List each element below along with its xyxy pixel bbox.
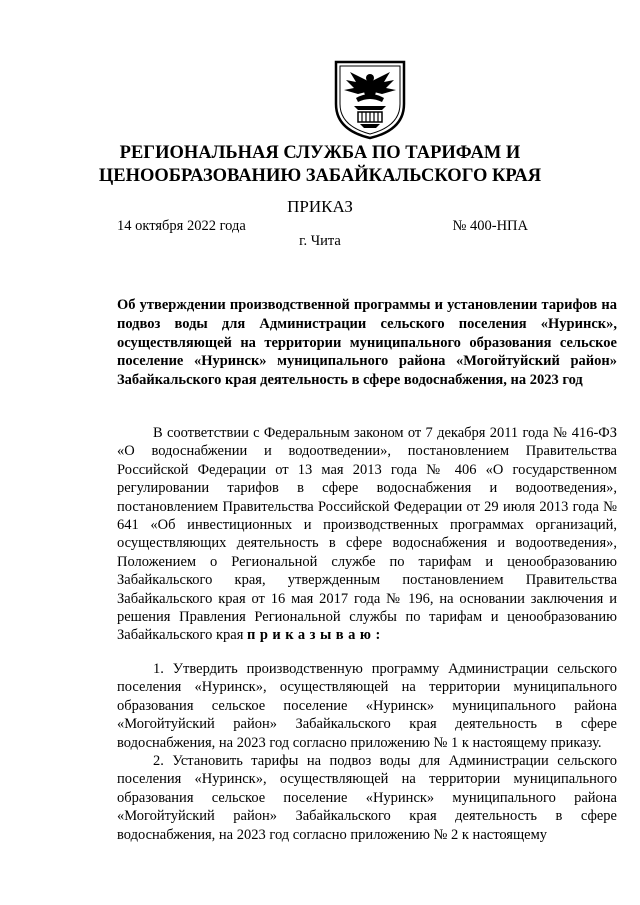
preamble-paragraph	[117, 424, 617, 645]
document-date: 14 октября 2022 года	[117, 218, 246, 234]
order-item-2: 2. Установить тарифы на подвоз воды для Администрации сельского поселения «Нуринск», осуществляющей на территории муниципального образования сельское поселение «Нуринск» муниципального района «Могойтуйский район» Забайкальского края деятельность в сфере водоснабжения, на 2023 год согласно приложению № 2 к настоящему	[117, 752, 617, 843]
order-item-1: 1. Утвердить производственную программу Администрации сельского поселения «Нуринск», осуществляющей на территории муниципального образования сельское поселение «Нуринск» муниципального района «Могойтуйский район» Забайкальского края деятельность в сфере водоснабжения, на 2023 год согласно приложению № 1 к настоящему приказу.	[117, 660, 617, 751]
decree-word: приказываю:	[247, 627, 385, 644]
document-city: г. Чита	[299, 233, 341, 249]
organization-title	[0, 142, 640, 188]
document-number: № 400-НПА	[452, 218, 528, 234]
preamble-text: В соответствии с Федеральным законом от 7 декабря 2011 года № 416-ФЗ «О водоснабжении и водоотведении», постановлением Правительства Российской Федерации от 13 мая 2013 года № 406 «О государственном регулировании тарифов в сфере водоснабжения и водоотведения», постановлением Правительства Российской Федерации от 29 июля 2013 года № 641 «Об инвестиционных и производственных программах организаций, осуществляющих деятельность в сфере водоснабжения и водоотведения», Положением о Региональной службе по тарифам и ценообразованию Забайкальского края, утвержденным постановлением Правительства Забайкальского края от 16 мая 2017 года № 196, на основании заключения и решения Правления Региональной службы по тарифам и ценообразованию Забайкальского края	[117, 425, 617, 644]
document-heading: Об утверждении производственной программы и установлении тарифов на подвоз воды для Администрации сельского поселения «Нуринск», осуществляющей на территории муниципального образования сельское поселение «Нуринск» муниципального района «Могойтуйский район» Забайкальского края деятельность в сфере водоснабжения, на 2023 год	[117, 297, 617, 389]
document-body	[117, 424, 617, 844]
document-type: ПРИКАЗ	[287, 197, 353, 216]
coat-of-arms-icon	[332, 60, 408, 140]
organization-title-line-2: ЦЕНООБРАЗОВАНИЮ ЗАБАЙКАЛЬСКОГО КРАЯ	[98, 166, 542, 186]
organization-title-line-1: РЕГИОНАЛЬНАЯ СЛУЖБА ПО ТАРИФАМ И	[119, 143, 521, 163]
